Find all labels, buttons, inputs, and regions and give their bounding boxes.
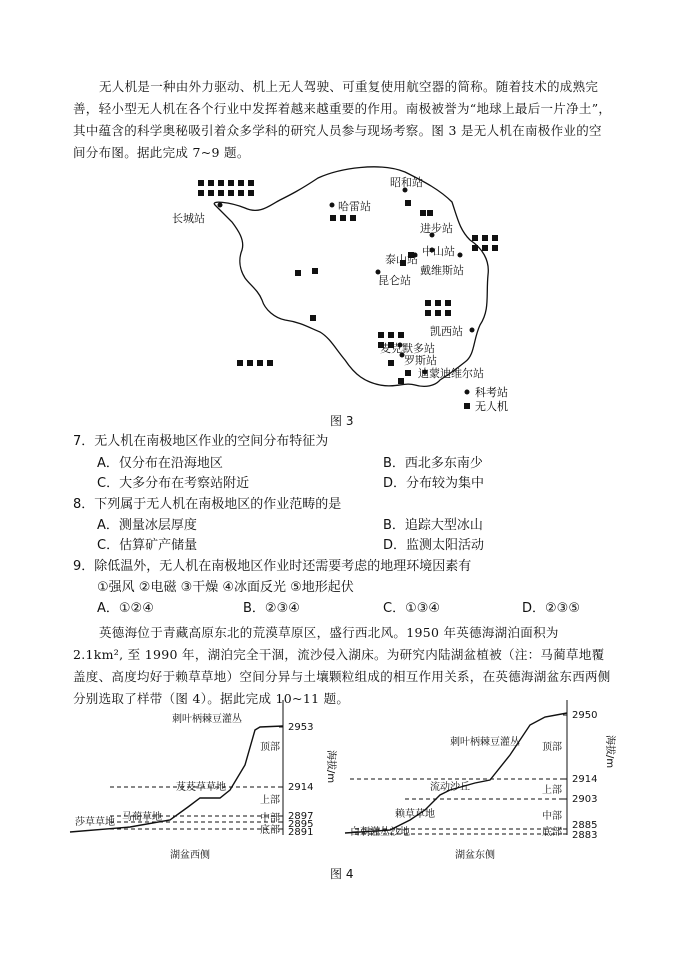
q9-option-c: C．①③④ bbox=[383, 601, 441, 616]
profile-west bbox=[70, 695, 340, 865]
vegetation-label: 赖草草地 bbox=[395, 809, 435, 820]
q9-items: ①强风 ②电磁 ③干燥 ④冰面反光 ⑤地形起伏 bbox=[97, 580, 354, 595]
vegetation-label: 流动沙丘 bbox=[430, 782, 470, 793]
station-label: 凯西站 bbox=[430, 325, 463, 338]
station-label: 迪蒙迪维尔站 bbox=[418, 367, 484, 380]
q9-option-a: A．①②④ bbox=[97, 601, 154, 616]
station-label: 哈雷站 bbox=[338, 200, 371, 213]
legend-station: 科考站 bbox=[475, 386, 508, 399]
zone-label: 中部 bbox=[260, 813, 280, 824]
q7-option-b: B．西北多东南少 bbox=[383, 456, 483, 471]
station-label: 泰山站 bbox=[385, 253, 418, 266]
q8-option-c: C．估算矿产储量 bbox=[97, 538, 198, 553]
station-label: 中山站 bbox=[422, 245, 455, 258]
legend-drone: 无人机 bbox=[475, 400, 508, 413]
antarctica-map bbox=[172, 160, 530, 420]
elevation-tick: 2953 bbox=[288, 722, 314, 733]
q7-option-a: A．仅分布在沿海地区 bbox=[97, 456, 223, 471]
station-label: 昆仑站 bbox=[378, 274, 411, 287]
vegetation-label: 芨芨草草地 bbox=[176, 782, 226, 793]
figure-3-caption: 图 3 bbox=[330, 414, 354, 428]
profile-title-west: 湖盆西侧 bbox=[170, 850, 210, 861]
station-label: 进步站 bbox=[420, 222, 453, 235]
zone-label: 上部 bbox=[260, 795, 280, 806]
axis-label: 海拔/m bbox=[325, 750, 336, 784]
zone-label: 顶部 bbox=[260, 742, 280, 753]
station-label: 昭和站 bbox=[390, 176, 423, 189]
elevation-tick: 2903 bbox=[572, 794, 598, 805]
q8-option-d: D．监测太阳活动 bbox=[383, 538, 485, 553]
elevation-tick: 2914 bbox=[288, 782, 314, 793]
q8-stem: 8．下列属于无人机在南极地区的作业范畴的是 bbox=[73, 497, 342, 512]
vegetation-label: 莎草草地 bbox=[75, 817, 115, 828]
vegetation-label: 刺叶柄棘豆灌丛 bbox=[172, 714, 242, 725]
station-label: 长城站 bbox=[172, 212, 205, 225]
vegetation-label: 马蔺草地 bbox=[122, 812, 162, 823]
zone-label: 上部 bbox=[542, 785, 562, 796]
zone-label: 底部 bbox=[542, 827, 562, 838]
profile-title-east: 湖盆东侧 bbox=[455, 850, 495, 861]
elevation-tick: 2883 bbox=[572, 830, 598, 841]
intro-paragraph-1: 无人机是一种由外力驱动、机上无人驾驶、可重复使用航空器的简称。随着技术的成熟完善，轻小型无人机在各个行业中发挥着越来越重要的作用。南极被誉为“地球上最后一片净土”，其中蕴含的科学奥秘吸引着众多学科的研究人员参与现场考察。图 3 是无人机在南极作业的空间分布图。据此完成 7~9 题。 bbox=[73, 79, 612, 160]
vegetation-label: 白刺灌丛沙地 bbox=[350, 827, 410, 838]
axis-label: 海拔/m bbox=[604, 735, 615, 769]
q9-option-d: D．②③⑤ bbox=[522, 601, 580, 616]
terrain-profile-east bbox=[345, 713, 567, 833]
vegetation-label: 刺叶柄棘豆灌丛 bbox=[450, 737, 520, 748]
elevation-tick: 2885 bbox=[572, 820, 598, 831]
q9-option-b: B．②③④ bbox=[243, 601, 300, 616]
q9-stem: 9．除低温外，无人机在南极地区作业时还需要考虑的地理环境因素有 bbox=[73, 559, 472, 574]
q7-stem: 7．无人机在南极地区作业的空间分布特征为 bbox=[73, 434, 329, 449]
q8-option-b: B．追踪大型冰山 bbox=[383, 518, 483, 533]
intro-paragraph-2: 英德海位于青藏高原东北的荒漠草原区，盛行西北风。1950 年英德海湖泊面积为 2.1km², 至 1990 年，湖泊完全干涸，流沙侵入湖床。为研究内陆湖盆植被（注：马蔺草地覆盖度、高度均好于赖草草地）空间分异与土壤颗粒组成的相互作用关系，在英德海湖盆东西两侧分别选取了样带（图 4）。据此完成 10~11 题。 bbox=[73, 625, 611, 706]
profile-east bbox=[345, 695, 615, 865]
elevation-tick: 2950 bbox=[572, 710, 598, 721]
elevation-tick: 2891 bbox=[288, 827, 314, 838]
station-label: 罗斯站 bbox=[404, 354, 437, 367]
station-label: 戴维斯站 bbox=[420, 264, 464, 277]
elevation-tick: 2897 bbox=[288, 811, 314, 822]
elevation-tick: 2895 bbox=[288, 819, 314, 830]
zone-label: 底部 bbox=[260, 825, 280, 836]
zone-label: 顶部 bbox=[542, 742, 562, 753]
zone-label: 中部 bbox=[542, 811, 562, 822]
q7-option-c: C．大多分布在考察站附近 bbox=[97, 476, 250, 491]
q7-option-d: D．分布较为集中 bbox=[383, 476, 485, 491]
station-label: 麦克默多站 bbox=[380, 342, 435, 355]
elevation-tick: 2914 bbox=[572, 774, 598, 785]
figure-4-caption: 图 4 bbox=[330, 867, 354, 881]
q8-option-a: A．测量冰层厚度 bbox=[97, 518, 197, 533]
